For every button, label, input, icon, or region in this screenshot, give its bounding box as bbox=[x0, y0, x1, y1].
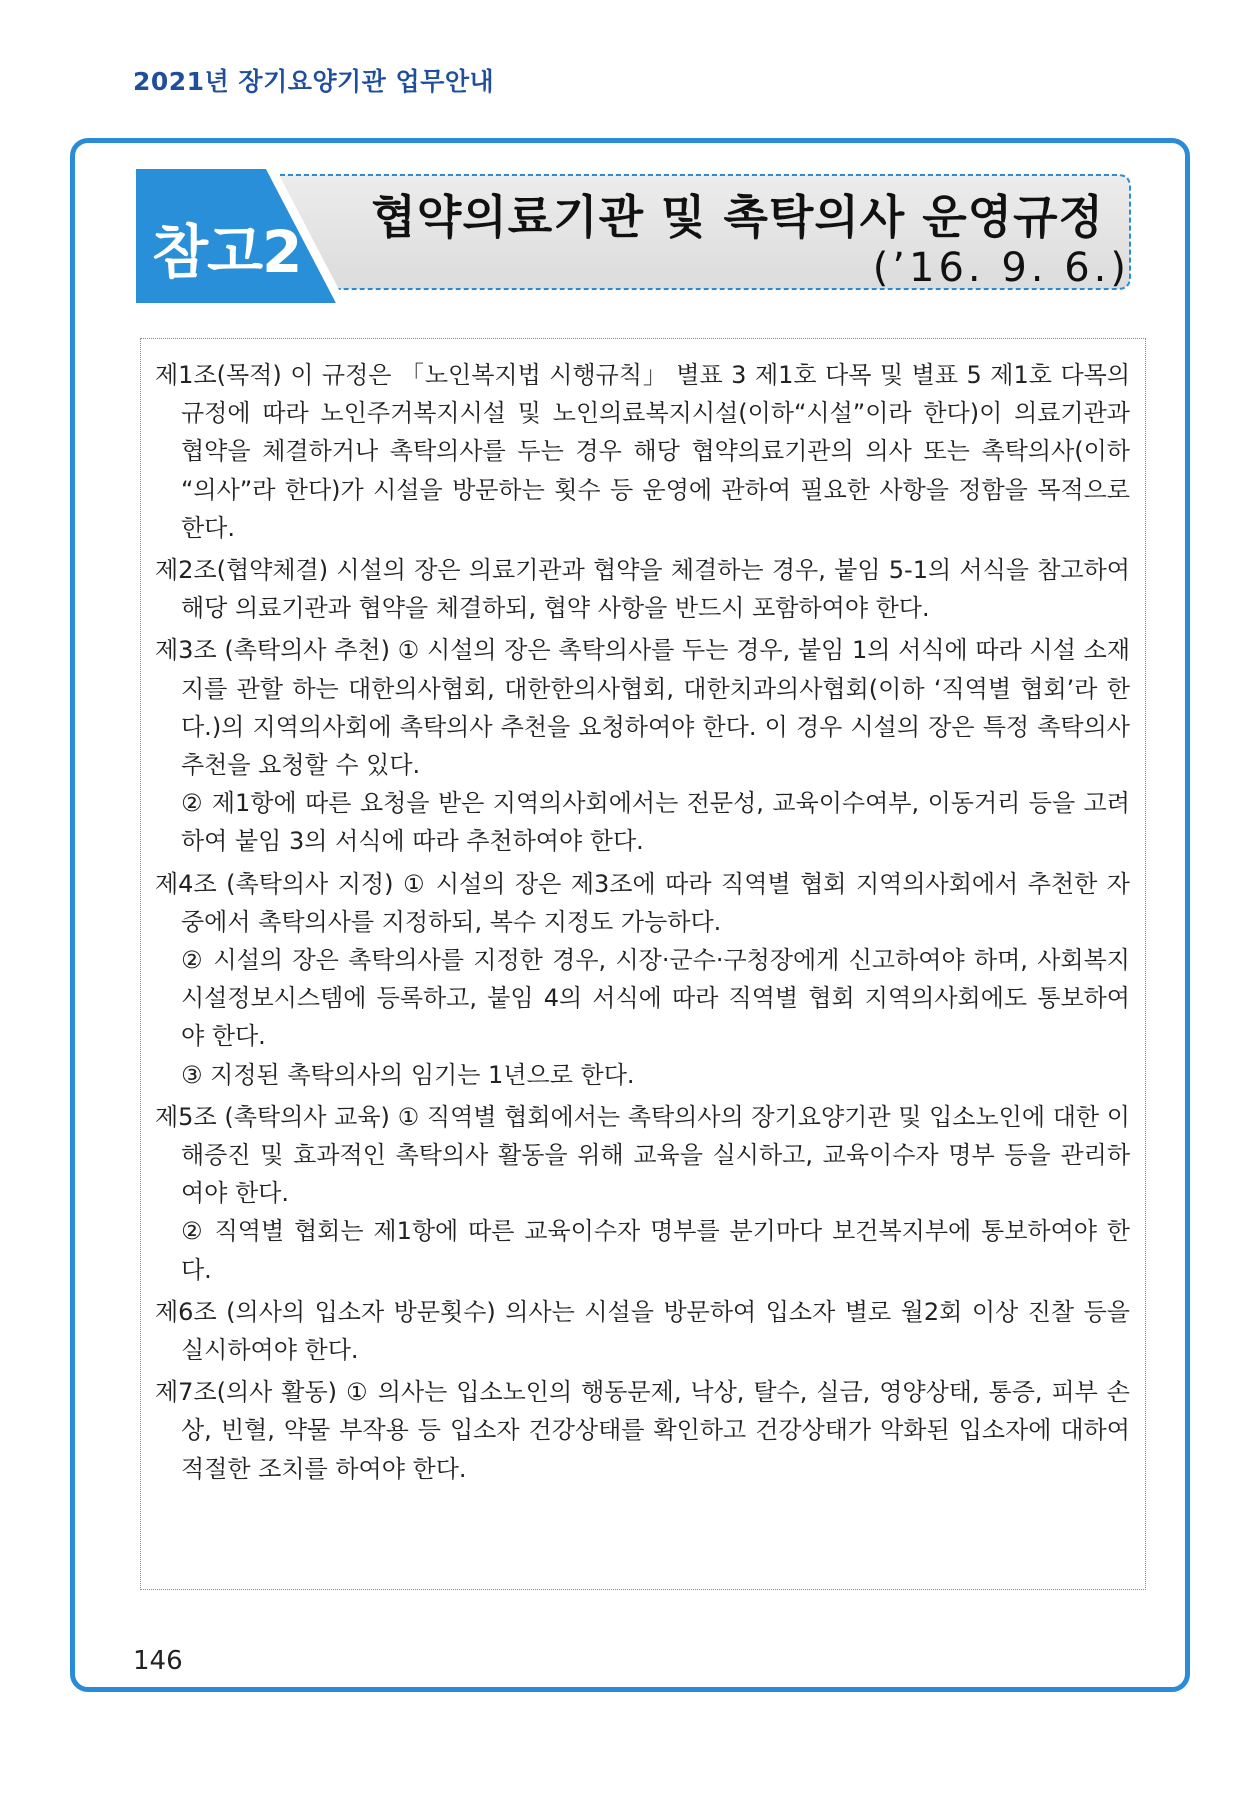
regulation-articles bbox=[155, 356, 1130, 1492]
running-header: 2021년 장기요양기관 업무안내 bbox=[133, 67, 495, 96]
article-clause: ③ 지정된 촉탁의사의 임기는 1년으로 한다. bbox=[181, 1060, 635, 1089]
article-3 bbox=[155, 631, 1130, 860]
article-paragraph: 제7조(의사 활동) ① 의사는 입소노인의 행동문제, 낙상, 탈수, 실금, 영양상태, 통증, 피부 손상, 빈혈, 약물 부작용 등 입소자 건강상태를 확인하고 건강상태가 악화된 입소자에 대하여 적절한 조치를 하여야 한다. bbox=[155, 1378, 1130, 1483]
article-4 bbox=[155, 865, 1130, 1094]
article-paragraph: 제4조 (촉탁의사 지정) ① 시설의 장은 제3조에 따라 직역별 협회 지역의사회에서 추천한 자 중에서 촉탁의사를 지정하되, 복수 지정도 가능하다. bbox=[155, 869, 1130, 936]
article-1 bbox=[155, 356, 1130, 547]
article-clause: ② 직역별 협회는 제1항에 따른 교육이수자 명부를 분기마다 보건복지부에 통보하여야 한다. bbox=[181, 1217, 1130, 1284]
article-paragraph: 제3조 (촉탁의사 추천) ① 시설의 장은 촉탁의사를 두는 경우, 붙임 1의 서식에 따라 시설 소재지를 관할 하는 대한의사협회, 대한한의사협회, 대한치과의사협회(이하 ‘직역별 협회’라 한다.)의 지역의사회에 촉탁의사 추천을 요청하여야 한다. 이 경우 시설의 장은 특정 촉탁의사 추천을 요청할 수 있다. bbox=[155, 636, 1130, 780]
page-number: 146 bbox=[133, 1646, 183, 1676]
article-2 bbox=[155, 551, 1130, 627]
article-paragraph: 제5조 (촉탁의사 교육) ① 직역별 협회에서는 촉탁의사의 장기요양기관 및 입소노인에 대한 이해증진 및 효과적인 촉탁의사 활동을 위해 교육을 실시하고, 교육이수자 명부 등을 관리하여야 한다. bbox=[155, 1102, 1130, 1208]
title-band bbox=[136, 169, 1136, 303]
article-clause: ② 시설의 장은 촉탁의사를 지정한 경우, 시장·군수·구청장에게 신고하여야 하며, 사회복지시설정보시스템에 등록하고, 붙임 4의 서식에 따라 직역별 협회 지역의사회에도 통보하여야 한다. bbox=[181, 946, 1130, 1051]
article-paragraph: 제1조(목적) 이 규정은 「노인복지법 시행규칙」 별표 3 제1호 다목 및 별표 5 제1호 다목의 규정에 따라 노인주거복지시설 및 노인의료복지시설(이하“시설”이라 한다)이 의료기관과 협약을 체결하거나 촉탁의사를 두는 경우 해당 협약의료기관의 의사 또는 촉탁의사(이하 “의사”라 한다)가 시설을 방문하는 횟수 등 운영에 관하여 필요한 사항을 정함을 목적으로 한다. bbox=[155, 361, 1130, 542]
article-paragraph: 제2조(협약체결) 시설의 장은 의료기관과 협약을 체결하는 경우, 붙임 5-1의 서식을 참고하여 해당 의료기관과 협약을 체결하되, 협약 사항을 반드시 포함하여야 한다. bbox=[155, 556, 1130, 623]
reference-tag: 참고2 bbox=[152, 218, 302, 286]
article-7 bbox=[155, 1373, 1130, 1488]
article-paragraph: 제6조 (의사의 입소자 방문횟수) 의사는 시설을 방문하여 입소자 별로 월2회 이상 진찰 등을 실시하여야 한다. bbox=[155, 1297, 1130, 1365]
document-date: (’16. 9. 6.) bbox=[872, 245, 1130, 291]
document-title: 협약의료기관 및 촉탁의사 운영규정 bbox=[371, 190, 1104, 244]
article-6 bbox=[155, 1293, 1130, 1369]
article-clause: ② 제1항에 따른 요청을 받은 지역의사회에서는 전문성, 교육이수여부, 이동거리 등을 고려하여 붙임 3의 서식에 따라 추천하여야 한다. bbox=[181, 789, 1130, 856]
article-5 bbox=[155, 1098, 1130, 1289]
